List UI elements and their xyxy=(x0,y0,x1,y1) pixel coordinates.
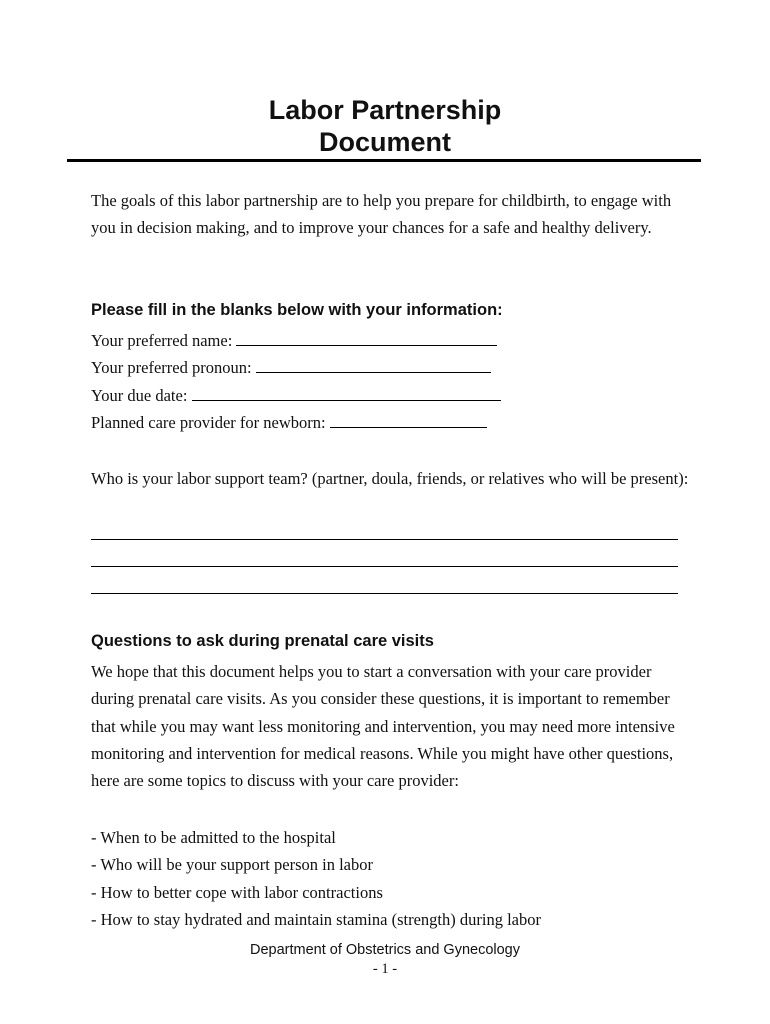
support-team-line-2[interactable] xyxy=(91,566,678,567)
title-divider xyxy=(67,159,701,162)
footer-department: Department of Obstetrics and Gynecology xyxy=(250,942,520,958)
field-label: Your preferred name: xyxy=(91,331,233,350)
field-label: Planned care provider for newborn: xyxy=(91,412,326,432)
fill-in-heading: Please fill in the blanks below with your information: xyxy=(91,301,503,319)
support-team-question: Who is your labor support team? (partner, doula, friends, or relatives who will be present): xyxy=(91,469,689,488)
list-item: - When to be admitted to the hospital xyxy=(91,828,336,847)
preferred-pronoun-blank[interactable] xyxy=(256,356,491,373)
questions-heading: Questions to ask during prenatal care visits xyxy=(91,632,434,650)
page-number: - 1 - xyxy=(372,961,398,977)
title-line-1: Labor Partnership xyxy=(268,95,502,125)
questions-body: We hope that this document helps you to start a conversation with your care provider during prenatal care visits. As you consider these questions, it is important to remember that while you may want less monitoring and intervention, you may need more intensive monitoring and intervention for medical reasons. While you might have other questions, here are some topics to discuss with your care provider: xyxy=(91,662,675,791)
field-label: Your preferred pronoun: xyxy=(91,358,252,378)
list-item: - Who will be your support person in labor xyxy=(91,855,373,875)
field-preferred-pronoun xyxy=(91,354,691,381)
intro-paragraph: The goals of this labor partnership are to help you prepare for childbirth, to engage with you in decision making, and to improve your chances for a safe and healthy delivery. xyxy=(91,191,672,238)
due-date-blank[interactable] xyxy=(192,384,501,401)
field-preferred-name xyxy=(91,327,691,354)
newborn-provider-blank[interactable] xyxy=(330,411,487,428)
field-due-date xyxy=(91,382,691,409)
topics-list xyxy=(91,824,541,933)
list-item: - How to better cope with labor contractions xyxy=(91,882,383,902)
field-newborn-provider xyxy=(91,409,691,436)
document-title xyxy=(0,94,770,158)
field-label: Your due date: xyxy=(91,385,188,405)
info-fields xyxy=(91,327,691,436)
support-team-line-3[interactable] xyxy=(91,593,678,594)
support-team-line-1[interactable] xyxy=(91,539,678,540)
title-line-2: Document xyxy=(318,127,451,157)
preferred-name-blank[interactable] xyxy=(236,329,497,346)
list-item: - How to stay hydrated and maintain stamina (strength) during labor xyxy=(91,909,541,929)
